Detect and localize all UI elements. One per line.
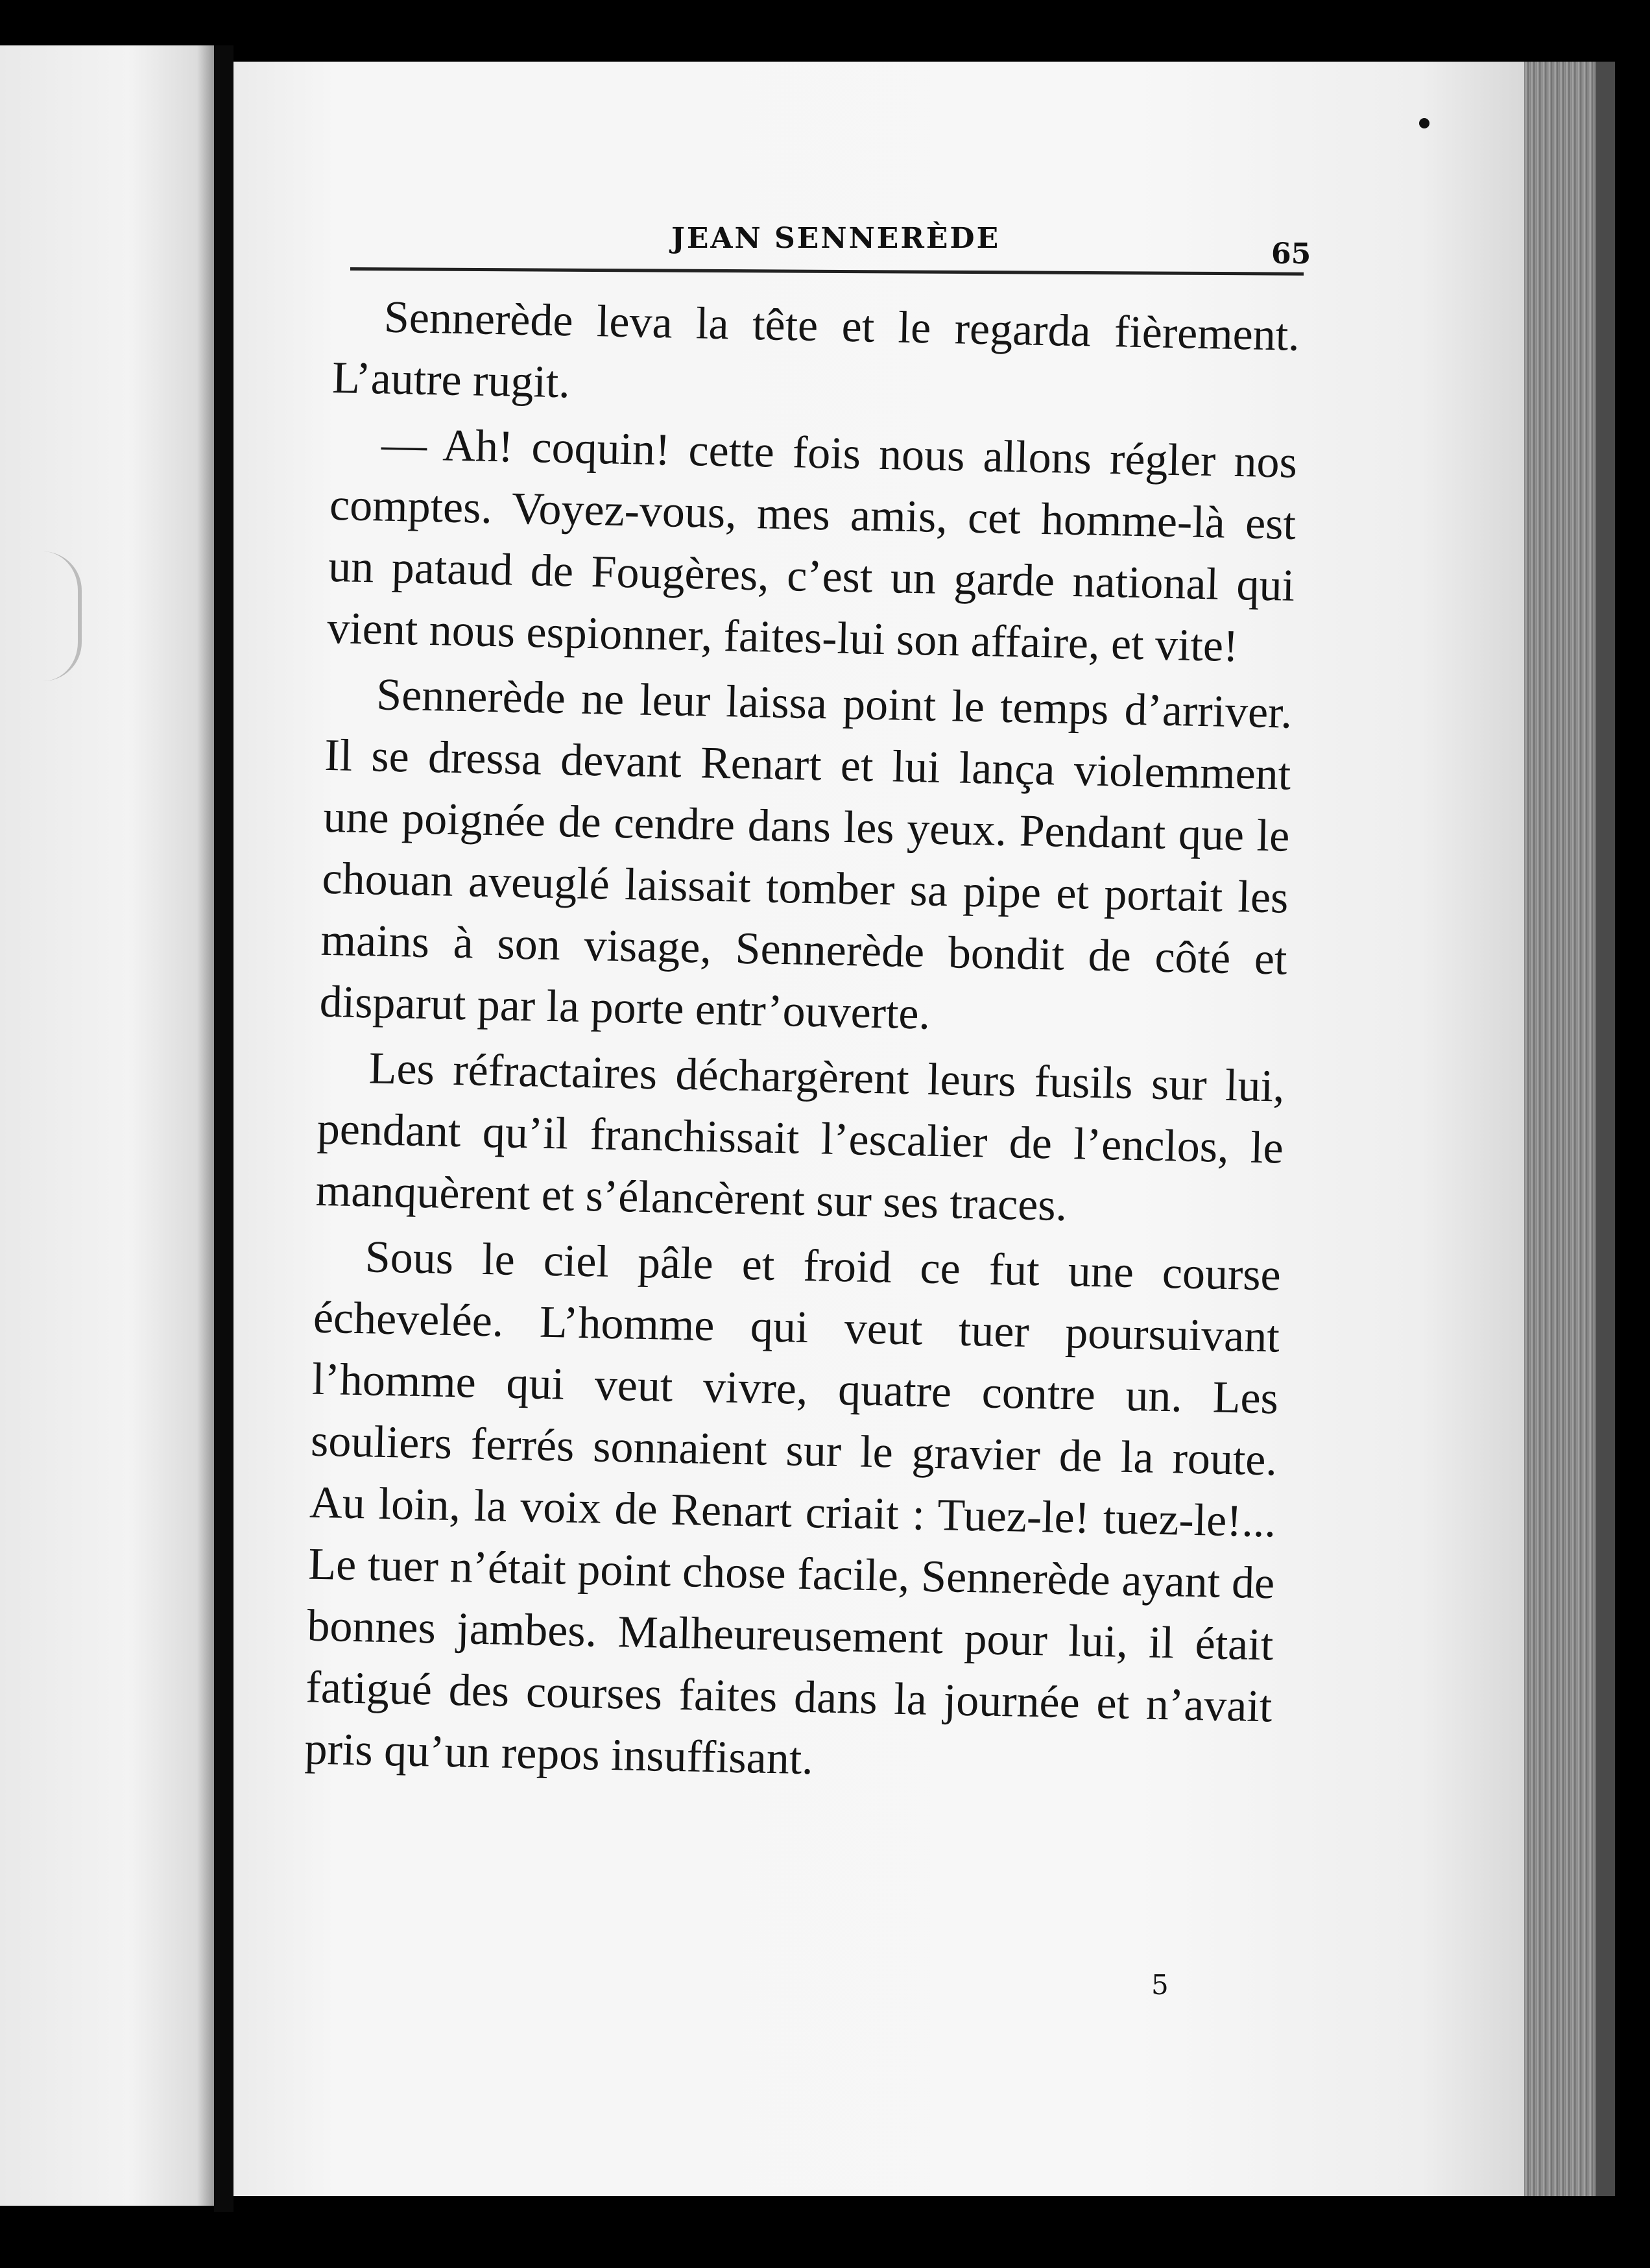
signature-mark: 5 xyxy=(1151,1969,1169,2001)
page-edges xyxy=(1524,62,1596,2196)
page-number: 65 xyxy=(1271,237,1311,271)
paragraph: Sous le ciel pâle et froid ce fut une course échevelée. L’homme qui veut tuer poursuivant l’homme qui veut vivre, quatre contre un. Les souliers ferrés sonnaient sur le gravier de la route. Au loin, la voix de Renart criait : Tuez-le! tuez-le!... Le tuer n’était point chose facile, Sennerède ayant de bonnes jambes. Malheureusement pour lui, il était fatigué des courses faites dans la journée et n’avait pris qu’un repos insuffisant. xyxy=(304,1232,1282,1785)
left-facing-page xyxy=(0,45,214,2206)
paragraph: — Ah! coquin! cette fois nous allons régler nos comptes. Voyez-vous, mes amis, cet homme-là est un pataud de Fougères, c’est un garde national qui vient nous espionner, faites-lui son affaire, et vite! xyxy=(326,419,1298,672)
paragraph: Sennerède leva la tête et le regarda fièrement. L’autre rugit. xyxy=(331,292,1300,408)
corner-speck xyxy=(1419,118,1429,128)
page-edges-shadow xyxy=(1596,62,1615,2196)
body-text xyxy=(304,285,1300,1803)
paragraph: Les réfractaires déchargèrent leurs fusils sur lui, pendant qu’il franchissait l’escalier de l’enclos, le manquèrent et s’élancèrent sur ses traces. xyxy=(315,1043,1285,1231)
running-head: JEAN SENNERÈDE xyxy=(671,222,1001,255)
paragraph: Sennerède ne leur laissa point le temps d’arriver. Il se dressa devant Renart et lui lança violemment une poignée de cendre dans les yeux. Pendant que le chouan aveuglé laissait tomber sa pipe et portait les mains à son visage, Sennerède bondit de côté et disparut par la porte entr’ouverte. xyxy=(319,670,1293,1039)
book-gutter xyxy=(214,45,233,2212)
left-page-mark xyxy=(0,551,82,681)
